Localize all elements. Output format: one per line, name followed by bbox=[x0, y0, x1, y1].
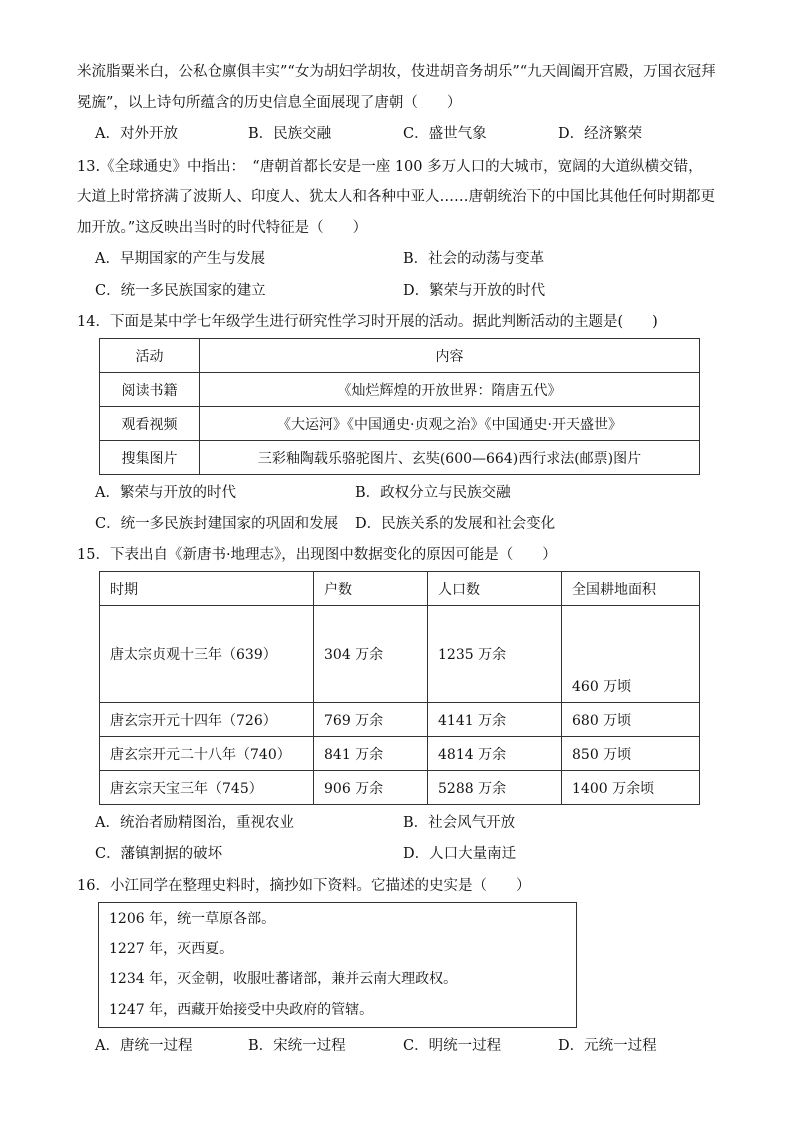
table-row bbox=[100, 606, 700, 703]
table-row bbox=[100, 407, 700, 441]
q14-option-a[interactable]: A．繁荣与开放的时代 bbox=[95, 485, 236, 501]
table-header-row bbox=[100, 339, 700, 373]
q15-option-d[interactable]: D．人口大量南迁 bbox=[403, 846, 517, 862]
table-cell: 5288 万余 bbox=[428, 771, 562, 805]
q13-option-d[interactable]: D．繁荣与开放的时代 bbox=[403, 283, 546, 299]
source-line: 1234 年，灭金朝，收服吐蕃诸部，兼并云南大理政权。 bbox=[109, 971, 458, 987]
q15-option-c[interactable]: C．藩镇割据的破坏 bbox=[95, 846, 223, 862]
intro-line-2: 冕旒”，以上诗句所蕴含的历史信息全面展现了唐朝（ ） bbox=[77, 95, 462, 111]
intro-option-c[interactable]: C．盛世气象 bbox=[403, 126, 487, 142]
table-row bbox=[100, 771, 700, 805]
intro-line-1: 米流脂粟米白，公私仓廪俱丰实”“女为胡妇学胡妆，伎进胡音务胡乐”“九天阊阖开宫殿，万国衣冠拜 bbox=[77, 64, 716, 80]
table-cell: 1235 万余 bbox=[428, 606, 562, 703]
q13-line-3: 加开放。”这反映出当时的时代特征是（ ） bbox=[77, 220, 368, 236]
q14-activity-table bbox=[99, 338, 700, 475]
table-cell: 1400 万余顷 bbox=[562, 771, 700, 805]
table-cell: 唐太宗贞观十三年（639） bbox=[100, 606, 314, 703]
table-cell: 850 万顷 bbox=[562, 737, 700, 771]
table-cell: 4814 万余 bbox=[428, 737, 562, 771]
q13-option-c[interactable]: C．统一多民族国家的建立 bbox=[95, 283, 266, 299]
table-cell: 观看视频 bbox=[100, 407, 200, 441]
table-header-row bbox=[100, 572, 700, 606]
table-header-cell: 内容 bbox=[200, 339, 700, 373]
intro-option-d[interactable]: D．经济繁荣 bbox=[558, 126, 643, 142]
intro-option-a[interactable]: A．对外开放 bbox=[95, 126, 178, 142]
source-line: 1227 年，灭西夏。 bbox=[109, 941, 234, 957]
q14-stem: 14．下面是某中学七年级学生进行研究性学习时开展的活动。据此判断活动的主题是( ) bbox=[77, 314, 658, 330]
table-cell: 304 万余 bbox=[314, 606, 428, 703]
intro-option-b[interactable]: B．民族交融 bbox=[248, 126, 332, 142]
q13-line-2: 大道上时常挤满了波斯人、印度人、犹太人和各种中亚人……唐朝统治下的中国比其他任何时期都更 bbox=[77, 189, 715, 205]
q14-option-c[interactable]: C．统一多民族封建国家的巩固和发展 bbox=[95, 516, 339, 532]
table-cell: 460 万顷 bbox=[562, 606, 700, 703]
table-cell: 三彩釉陶载乐骆驼图片、玄奘(600—664)西行求法(邮票)图片 bbox=[200, 441, 700, 475]
table-cell: 唐玄宗天宝三年（745） bbox=[100, 771, 314, 805]
table-row bbox=[100, 441, 700, 475]
table-header-cell: 户数 bbox=[314, 572, 428, 606]
table-row bbox=[100, 373, 700, 407]
table-cell: 搜集图片 bbox=[100, 441, 200, 475]
table-cell: 阅读书籍 bbox=[100, 373, 200, 407]
q16-option-a[interactable]: A．唐统一过程 bbox=[95, 1038, 193, 1054]
q15-data-table bbox=[99, 571, 700, 805]
q15-stem: 15．下表出自《新唐书·地理志》，出现图中数据变化的原因可能是（ ） bbox=[77, 547, 557, 563]
source-line: 1206 年，统一草原各部。 bbox=[109, 911, 276, 927]
table-cell: 906 万余 bbox=[314, 771, 428, 805]
q16-option-c[interactable]: C．明统一过程 bbox=[403, 1038, 502, 1054]
q15-option-a[interactable]: A．统治者励精图治，重视农业 bbox=[95, 815, 294, 831]
table-cell: 769 万余 bbox=[314, 703, 428, 737]
table-cell: 唐玄宗开元十四年（726） bbox=[100, 703, 314, 737]
table-header-cell: 时期 bbox=[100, 572, 314, 606]
q13-option-b[interactable]: B．社会的动荡与变革 bbox=[403, 251, 545, 267]
q13-line-1: 13.《全球通史》中指出： “唐朝首都长安是一座 100 多万人口的大城市，宽阔的大道纵横交错， bbox=[77, 159, 703, 175]
table-cell: 680 万顷 bbox=[562, 703, 700, 737]
q16-source-box bbox=[98, 902, 577, 1028]
table-row bbox=[100, 737, 700, 771]
q14-option-d[interactable]: D．民族关系的发展和社会变化 bbox=[355, 516, 556, 532]
table-cell: 《大运河》《中国通史·贞观之治》《中国通史·开天盛世》 bbox=[200, 407, 700, 441]
q16-option-b[interactable]: B．宋统一过程 bbox=[248, 1038, 346, 1054]
q14-option-b[interactable]: B．政权分立与民族交融 bbox=[355, 485, 511, 501]
table-cell: 唐玄宗开元二十八年（740） bbox=[100, 737, 314, 771]
table-header-cell: 全国耕地面积 bbox=[562, 572, 700, 606]
q16-stem: 16．小江同学在整理史料时，摘抄如下资料。它描述的史实是（ ） bbox=[77, 878, 531, 894]
table-header-cell: 活动 bbox=[100, 339, 200, 373]
table-row bbox=[100, 703, 700, 737]
table-cell: 841 万余 bbox=[314, 737, 428, 771]
q13-option-a[interactable]: A．早期国家的产生与发展 bbox=[95, 251, 265, 267]
source-line: 1247 年，西藏开始接受中央政府的管辖。 bbox=[109, 1002, 374, 1018]
q15-option-b[interactable]: B．社会风气开放 bbox=[403, 815, 516, 831]
table-cell: 《灿烂辉煌的开放世界：隋唐五代》 bbox=[200, 373, 700, 407]
q16-option-d[interactable]: D．元统一过程 bbox=[558, 1038, 657, 1054]
table-header-cell: 人口数 bbox=[428, 572, 562, 606]
table-cell: 4141 万余 bbox=[428, 703, 562, 737]
